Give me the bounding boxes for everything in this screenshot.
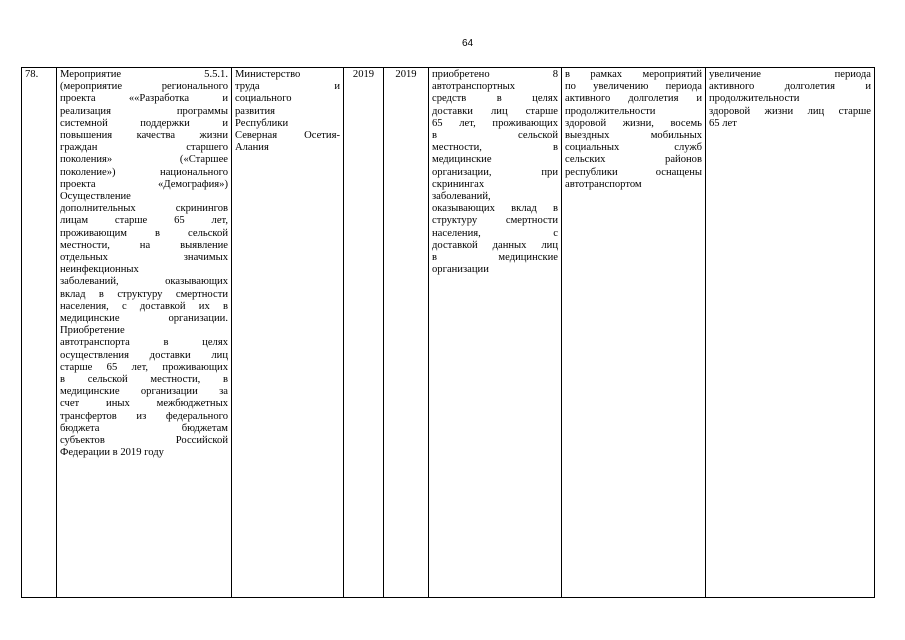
- text-line: повышения качества жизни: [60, 130, 228, 142]
- text-line: системной поддержки и: [60, 117, 228, 129]
- text-line: Алания: [235, 142, 269, 154]
- implementation-progress-cell: [562, 68, 706, 598]
- text-line: заболеваний, оказывающих: [60, 276, 228, 288]
- row-number: 78.: [25, 69, 39, 80]
- responsible-executor-cell: [232, 68, 344, 598]
- text-line: в сельской местности, в: [60, 374, 228, 386]
- text-line: приобретено 8: [432, 69, 558, 80]
- text-line: бюджета бюджетам: [60, 422, 228, 434]
- text-line: скринингах: [432, 178, 485, 190]
- text-line: республики оснащены: [565, 166, 702, 178]
- text-line: труда и: [235, 81, 340, 93]
- start-year-cell: [344, 68, 384, 598]
- text-line: медицинские: [432, 154, 492, 166]
- text-line: сельских районов: [565, 154, 702, 166]
- text-line: проекта «Демография»): [60, 178, 228, 190]
- text-line: автотранспортом: [565, 178, 642, 190]
- text-line: счет иных межбюджетных: [60, 398, 228, 410]
- text-line: местности, в: [432, 142, 558, 154]
- text-line: Федерации в 2019 году: [60, 447, 164, 459]
- text-line: неинфекционных: [60, 264, 139, 276]
- text-line: вклад в структуру смертности: [60, 288, 228, 300]
- text-line: социальных служб: [565, 142, 702, 154]
- text-line: развития: [235, 105, 276, 117]
- text-line: лицам старше 65 лет,: [60, 215, 228, 227]
- end-year-cell: [384, 68, 429, 598]
- text-line: социального: [235, 93, 292, 105]
- text-line: выездных мобильных: [565, 130, 702, 142]
- text-line: по увеличению периода: [565, 81, 702, 93]
- text-line: 65 лет: [709, 117, 737, 129]
- page-number: 64: [462, 38, 474, 49]
- text-line: населения, с: [432, 227, 558, 239]
- text-line: структуру смертности: [432, 215, 558, 227]
- impact-cell: [706, 68, 875, 598]
- impact-description: [709, 69, 871, 130]
- text-line: населения, с доставкой их в: [60, 300, 228, 312]
- text-line: поколения» («Старшее: [60, 154, 228, 166]
- text-line: Мероприятие 5.5.1.: [60, 69, 228, 80]
- text-line: проекта ««Разработка и: [60, 93, 228, 105]
- expected-result-cell: [429, 68, 562, 598]
- text-line: старше 65 лет, проживающих: [60, 361, 228, 373]
- text-line: организации, при: [432, 166, 558, 178]
- text-line: реализация программы: [60, 105, 228, 117]
- row-number-cell: [22, 68, 57, 598]
- text-line: заболеваний,: [432, 191, 491, 203]
- text-line: местности, на выявление: [60, 239, 228, 251]
- text-line: здоровой жизни, восемь: [565, 117, 702, 129]
- text-line: средств в целях: [432, 93, 558, 105]
- text-line: Северная Осетия-: [235, 130, 340, 142]
- responsible-executor: [235, 69, 340, 154]
- text-line: дополнительных скринингов: [60, 203, 228, 215]
- text-line: в медицинские: [432, 252, 558, 264]
- expected-result: [432, 69, 558, 276]
- text-line: доставки лиц старше: [432, 105, 558, 117]
- text-line: автотранспорта в целях: [60, 337, 228, 349]
- text-line: проживающим в сельской: [60, 227, 228, 239]
- text-line: в сельской: [432, 130, 558, 142]
- text-line: увеличение периода: [709, 69, 871, 80]
- text-line: отдельных значимых: [60, 252, 228, 264]
- measures-table: [21, 67, 875, 598]
- text-line: Министерство: [235, 69, 301, 80]
- event-description-cell: [57, 68, 232, 598]
- table-row: [22, 68, 875, 598]
- text-line: организации: [432, 264, 489, 276]
- start-year: 2019: [352, 69, 375, 80]
- text-line: поколение») национального: [60, 166, 228, 178]
- implementation-progress: [565, 69, 702, 191]
- event-description: [60, 69, 228, 460]
- text-line: Приобретение: [60, 325, 125, 337]
- text-line: продолжительности: [565, 105, 656, 117]
- text-line: трансфертов из федерального: [60, 410, 228, 422]
- text-line: осуществления доставки лиц: [60, 349, 228, 361]
- text-line: Осуществление: [60, 191, 131, 203]
- text-line: в рамках мероприятий: [565, 69, 702, 80]
- text-line: Республики: [235, 117, 289, 129]
- text-line: граждан старшего: [60, 142, 228, 154]
- text-line: 65 лет, проживающих: [432, 117, 558, 129]
- text-line: продолжительности: [709, 93, 800, 105]
- text-line: активного долголетия и: [565, 93, 702, 105]
- text-line: (мероприятие регионального: [60, 81, 228, 93]
- text-line: здоровой жизни лиц старше: [709, 105, 871, 117]
- end-year: 2019: [395, 69, 417, 80]
- text-line: автотранспортных: [432, 81, 516, 93]
- text-line: доставкой данных лиц: [432, 239, 558, 251]
- text-line: активного долголетия и: [709, 81, 871, 93]
- text-line: оказывающих вклад в: [432, 203, 558, 215]
- text-line: субъектов Российской: [60, 435, 228, 447]
- text-line: медицинские организации.: [60, 313, 228, 325]
- text-line: медицинские организации за: [60, 386, 228, 398]
